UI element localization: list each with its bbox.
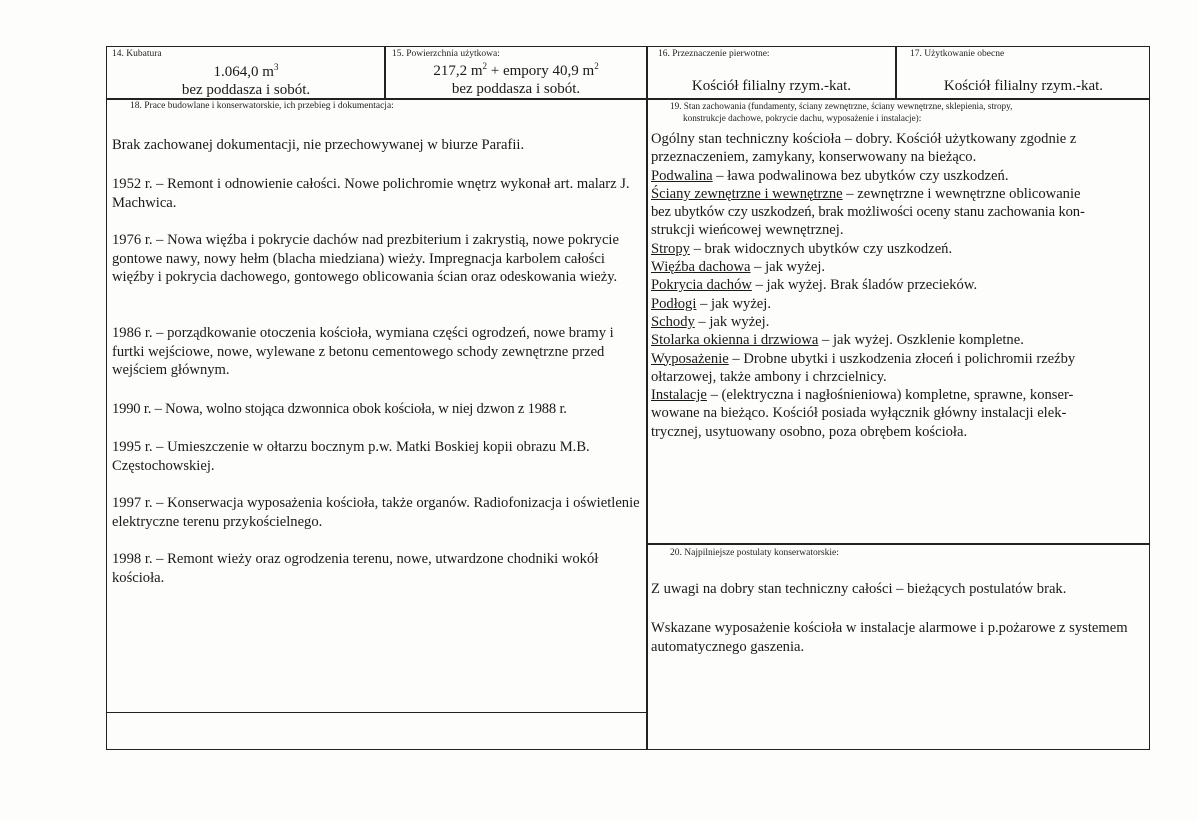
works-paragraph: 1952 r. – Remont i odnowienie całości. Nowe polichromie wnętrz wykonał art. malarz J. Machwica. <box>112 176 630 211</box>
term-instalacje: Instalacje <box>651 387 707 404</box>
condition-text <box>651 130 1147 441</box>
condition-line: trycznej, usytuowany osobno, poza obrębem kościoła. <box>651 423 968 440</box>
divider-14-15 <box>384 46 386 98</box>
condition-line: wowane na bieżąco. Kościół posiada wyłącznik główny instalacji elek- <box>651 405 1067 422</box>
field-19-label-line2: konstrukcje dachowe, pokrycie dachu, wyposażenie i instalacje): <box>683 113 922 123</box>
field-20-label: 20. Najpilniejsze postulaty konserwatorskie: <box>670 548 839 558</box>
condition-line: Schody – jak wyżej. <box>651 313 770 330</box>
field-15-note: bez poddasza i sobót. <box>451 81 581 97</box>
condition-line: Ściany zewnętrzne i wewnętrzne – zewnętrzne i wewnętrzne oblicowanie <box>651 185 1081 202</box>
condition-line: Stropy – brak widocznych ubytków czy uszkodzeń. <box>651 240 953 257</box>
term-podwalina: Podwalina <box>651 167 713 184</box>
term-wiezba: Więźba dachowa <box>651 259 751 276</box>
works-paragraph: 1976 r. – Nowa więźba i pokrycie dachów nad prezbiterium i zakrystią, nowe pokrycie gontowe nawy, nowy hełm (blacha miedziana) wieży. Impregnacja karbolem całości więźby i pokrycia dachowego, gontowego oblicowania ścian oraz odeskowania wieży. <box>112 232 619 285</box>
term-pokrycia: Pokrycia dachów <box>651 277 752 294</box>
works-paragraph: Brak zachowanej dokumentacji, nie przechowywanej w biurze Parafii. <box>112 137 525 153</box>
postulate-paragraph: Wskazane wyposażenie kościoła w instalacje alarmowe i p.pożarowe z systemem automatycznego gaszenia. <box>651 620 1128 655</box>
field-16-value: Kościół filialny rzym.-kat. <box>691 78 852 94</box>
term-sciany: Ściany zewnętrzne i wewnętrzne <box>651 185 843 202</box>
works-paragraph: 1990 r. – Nowa, wolno stojąca dzwonnica obok kościoła, w niej dzwon z 1988 r. <box>112 401 567 417</box>
field-14-value: 1.064,0 $m^3$ <box>213 62 279 80</box>
term-stolarka: Stolarka okienna i drzwiowa <box>651 332 819 349</box>
condition-line: przeznaczeniem, zamykany, konserwowany na bieżąco. <box>651 149 977 166</box>
works-paragraph: 1986 r. – porządkowanie otoczenia kościoła, wymiana części ogrodzeń, nowe bramy i furtki wejściowe, nowe, wylewane z betonu cementowego schody zewnętrzne przed wejściem głównym. <box>112 325 614 378</box>
divider-main <box>646 46 648 750</box>
term-podlogi: Podłogi <box>651 295 697 312</box>
inner-bottom-rule <box>106 712 646 713</box>
condition-line: ołtarzowej, także ambony i chrzcielnicy. <box>651 368 887 385</box>
condition-line: strukcji wieńcowej wewnętrznej. <box>651 222 844 239</box>
field-16-label: 16. Przeznaczenie pierwotne: <box>658 49 770 59</box>
field-17-value: Kościół filialny rzym.-kat. <box>943 78 1104 94</box>
condition-line: Podłogi – jak wyżej. <box>651 295 771 312</box>
condition-line: bez ubytków czy uszkodzeń, brak możliwości oceny stanu zachowania kon- <box>651 204 1085 221</box>
condition-line: Wyposażenie – Drobne ubytki i uszkodzenia złoceń i polichromii rzeźby <box>651 350 1076 367</box>
condition-line: Stolarka okienna i drzwiowa – jak wyżej. Oszklenie kompletne. <box>651 332 1024 349</box>
field-18-label: 18. Prace budowlane i konserwatorskie, ich przebieg i dokumentacja: <box>130 101 394 111</box>
field-14-label: 14. Kubatura <box>112 49 162 59</box>
term-stropy: Stropy <box>651 240 690 257</box>
field-19-label-line1: 19. Stan zachowania (fundamenty, ściany zewnętrzne, ściany wewnętrzne, sklepienia, stropy, <box>670 101 1013 111</box>
field-15-value: 217,2 $m^2$ + empory 40,9 $m^2$ <box>433 61 599 79</box>
condition-line: Pokrycia dachów – jak wyżej. Brak śladów przecieków. <box>651 277 978 294</box>
condition-line: Podwalina – ława podwalinowa bez ubytków czy uszkodzeń. <box>651 167 1009 184</box>
term-schody: Schody <box>651 313 695 330</box>
works-paragraph: 1998 r. – Remont wieży oraz ogrodzenia terenu, nowe, utwardzone chodniki wokół kościoła. <box>112 551 599 586</box>
works-paragraph: 1997 r. – Konserwacja wyposażenia kościoła, także organów. Radiofonizacja i oświetlenie elektryczne terenu przykościelnego. <box>112 495 640 530</box>
field-15-label: 15. Powierzchnia użytkowa: <box>392 49 500 59</box>
works-paragraph: 1995 r. – Umieszczenie w ołtarzu bocznym p.w. Matki Boskiej kopii obrazu M.B. Częstochowskiej. <box>112 439 590 474</box>
condition-line: Więźba dachowa – jak wyżej. <box>651 259 826 276</box>
term-wyposazenie: Wyposażenie <box>651 350 729 367</box>
divider-19-20 <box>646 543 1150 545</box>
condition-line: Ogólny stan techniczny kościoła – dobry. Kościół użytkowany zgodnie z <box>651 131 1077 147</box>
postulate-paragraph: Z uwagi na dobry stan techniczny całości – bieżących postulatów brak. <box>651 581 1067 597</box>
divider-16-17 <box>895 46 897 98</box>
condition-line: Instalacje – (elektryczna i nagłośnieniowa) kompletne, sprawne, konser- <box>651 387 1074 404</box>
field-17-label: 17. Użytkowanie obecne <box>910 49 1005 59</box>
field-14-note: bez poddasza i sobót. <box>181 82 311 98</box>
